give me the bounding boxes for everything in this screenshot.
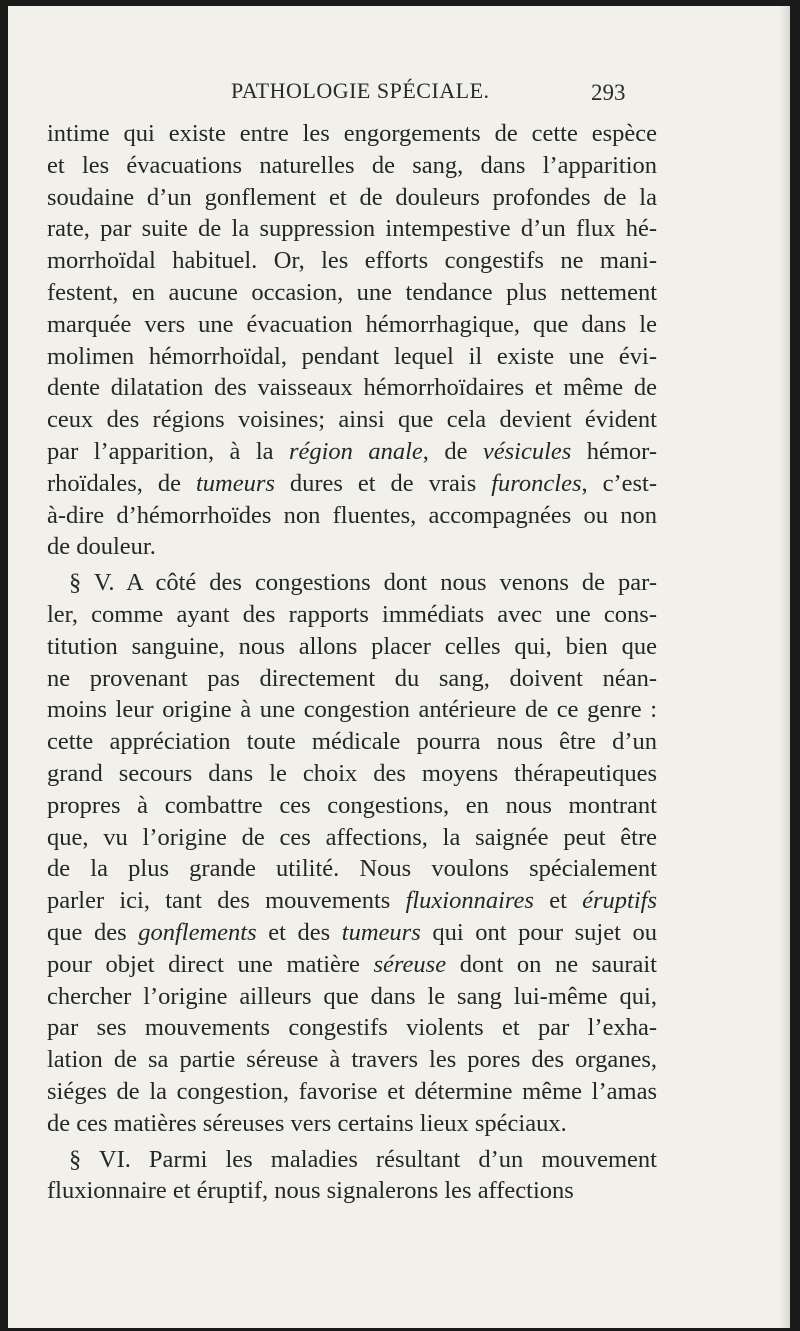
text-segment: intime qui existe entre les engorgements de cette espèce — [47, 120, 657, 147]
text-segment: par l’apparition, à la — [47, 437, 289, 465]
text-segment: § V. A côté des congestions dont nous venons de par- — [69, 569, 657, 597]
text-line — [47, 150, 657, 182]
text-line — [47, 599, 657, 631]
italic-text: fluxionnaires — [405, 887, 534, 915]
text-segment: soudaine d’un gonflement et de douleurs profondes de la — [47, 183, 657, 211]
text-line — [47, 567, 657, 599]
running-head: PATHOLOGIE SPÉCIALE. — [231, 78, 490, 103]
text-segment: hémor- — [571, 437, 657, 465]
text-line — [47, 213, 657, 245]
book-page — [8, 6, 790, 1328]
text-segment: que des — [47, 918, 139, 946]
text-line — [47, 182, 657, 214]
text-line — [47, 1108, 657, 1140]
paragraph — [47, 567, 657, 1139]
text-segment: dont on ne saurait — [446, 950, 657, 978]
body-text — [47, 118, 657, 1207]
text-segment: et — [533, 887, 583, 915]
text-segment: morrhoïdal habituel. Or, les efforts congestifs ne mani- — [47, 247, 657, 275]
text-segment: de douleur. — [47, 533, 156, 561]
text-line — [47, 790, 657, 822]
text-line — [47, 372, 657, 404]
text-line — [47, 822, 657, 854]
text-line — [47, 468, 657, 500]
text-segment: titution sanguine, nous allons placer celles qui, bien que — [47, 632, 657, 660]
text-line — [47, 341, 657, 373]
italic-text: tumeurs — [195, 469, 275, 497]
text-segment: de la plus grande utilité. Nous voulons spécialement — [47, 855, 657, 883]
italic-text: vésicules — [482, 437, 572, 465]
italic-text: séreuse — [373, 950, 447, 978]
paragraph — [47, 118, 657, 563]
italic-text: tumeurs — [341, 918, 421, 946]
text-line — [47, 758, 657, 790]
text-line — [47, 1175, 657, 1207]
page-number: 293 — [591, 80, 626, 105]
text-segment: ler, comme ayant des rapports immédiats avec une cons- — [47, 600, 657, 628]
text-segment: marquée vers une évacuation hémorrhagique, que dans le — [47, 310, 657, 338]
text-segment: § VI. Parmi les maladies résultant d’un mouvement — [69, 1145, 657, 1173]
text-line — [47, 1012, 657, 1044]
text-line — [47, 853, 657, 885]
text-segment: cette appréciation toute médicale pourra nous être d’un — [47, 728, 657, 756]
text-segment: ne provenant pas directement du sang, doivent néan- — [47, 664, 657, 692]
text-segment: que, vu l’origine de ces affections, la saignée peut être — [47, 823, 657, 851]
text-segment: rhoïdales, de — [47, 469, 196, 497]
text-segment: fluxionnaire et éruptif, nous signalerons les affections — [47, 1177, 574, 1205]
text-line — [47, 1044, 657, 1076]
text-segment: rate, par suite de la suppression intempestive d’un flux hé- — [47, 215, 657, 243]
text-line — [47, 309, 657, 341]
text-line — [47, 726, 657, 758]
text-line — [47, 631, 657, 663]
text-segment: par ses mouvements congestifs violents et par l’exha- — [47, 1014, 657, 1042]
text-line — [47, 436, 657, 468]
text-segment: grand secours dans le choix des moyens thérapeutiques — [47, 759, 657, 787]
text-segment: chercher l’origine ailleurs que dans le sang lui-même qui, — [47, 982, 657, 1010]
text-line — [47, 694, 657, 726]
text-line — [47, 404, 657, 436]
text-segment: dures et de vrais — [274, 469, 492, 497]
text-segment: , de — [422, 437, 483, 465]
text-line — [47, 885, 657, 917]
text-line — [47, 531, 657, 563]
text-segment: ceux des régions voisines; ainsi que cela devient évident — [47, 406, 657, 434]
text-segment: qui ont pour sujet ou — [420, 918, 658, 946]
text-line — [47, 245, 657, 277]
page-gutter-shadow — [780, 6, 790, 1328]
text-segment: et les évacuations naturelles de sang, dans l’apparition — [47, 151, 657, 179]
text-segment: , c’est- — [581, 469, 657, 497]
text-line — [47, 949, 657, 981]
text-segment: siéges de la congestion, favorise et détermine même l’amas — [47, 1077, 657, 1105]
text-segment: molimen hémorrhoïdal, pendant lequel il existe une évi- — [47, 342, 657, 370]
text-line — [47, 500, 657, 532]
text-segment: pour objet direct une matière — [47, 950, 374, 978]
text-segment: de ces matières séreuses vers certains lieux spéciaux. — [47, 1109, 567, 1137]
text-segment: festent, en aucune occasion, une tendance plus nettement — [47, 278, 657, 306]
text-line — [47, 277, 657, 309]
text-line — [47, 663, 657, 695]
italic-text: furoncles — [491, 469, 582, 497]
italic-text: région anale — [288, 437, 423, 465]
text-line — [47, 118, 657, 150]
italic-text: éruptifs — [582, 887, 657, 915]
text-segment: dente dilatation des vaisseaux hémorrhoïdaires et même de — [47, 374, 657, 402]
paragraph — [47, 1144, 657, 1208]
text-segment: propres à combattre ces congestions, en nous montrant — [47, 791, 657, 819]
text-segment: à-dire d’hémorrhoïdes non fluentes, accompagnées ou non — [47, 501, 657, 529]
text-segment: parler ici, tant des mouvements — [47, 887, 406, 915]
text-segment: et des — [256, 918, 342, 946]
page-header — [8, 72, 790, 112]
text-segment: moins leur origine à une congestion antérieure de ce genre : — [47, 696, 657, 724]
text-line — [47, 917, 657, 949]
text-segment: lation de sa partie séreuse à travers les pores des organes, — [47, 1046, 657, 1074]
text-line — [47, 981, 657, 1013]
text-line — [47, 1076, 657, 1108]
text-line — [47, 1144, 657, 1176]
italic-text: gonflements — [138, 918, 257, 946]
